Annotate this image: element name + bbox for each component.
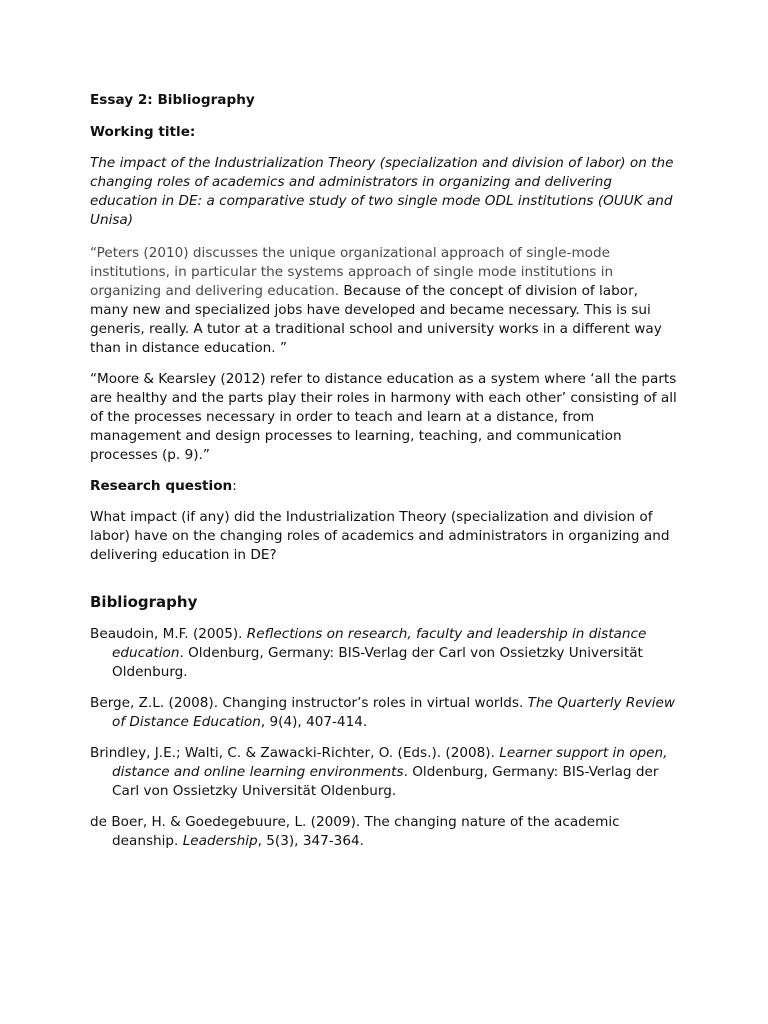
bib-entry-title: Learner support in open, distance and online learning environments xyxy=(112,745,668,780)
bib-entry-publisher: , 5(3), 347-364. xyxy=(257,833,364,849)
bib-entry-publisher: . Oldenburg, Germany: BIS-Verlag der Carl von Ossietzky Universität Oldenburg. xyxy=(112,764,659,799)
working-title-text: The impact of the Industrialization Theory (specialization and division of labor) on the changing roles of academics and administrators in organizing and delivering education in DE: a comparative study of two single mode ODL institutions (OUUK and Unisa) xyxy=(90,155,674,228)
bib-entry-title: The Quarterly Review of Distance Education xyxy=(112,695,676,730)
bib-entry-title: Reflections on research, faculty and leadership in distance education xyxy=(112,626,647,661)
essay-heading: Essay 2: Bibliography xyxy=(90,92,255,108)
bib-entry-authors: Berge, Z.L. (2008). Changing instructor’s roles in virtual worlds. xyxy=(90,695,528,711)
bib-entry-authors: de Boer, H. & Goedegebuure, L. (2009). The changing nature of the academic deanship. xyxy=(90,814,620,849)
peters-quote-part2: Because of the concept of division of labor, many new and specialized jobs have developed and became necessary. This is sui generis, really. A tutor at a traditional school and university works in a different way than in distance education. ” xyxy=(90,283,662,356)
research-question-heading xyxy=(90,477,680,496)
bibliography-entry xyxy=(90,813,680,851)
working-title-label: Working title: xyxy=(90,124,196,140)
bibliography-entry xyxy=(90,625,680,682)
moore-kearsley-quote: “Moore & Kearsley (2012) refer to distance education as a system where ‘all the parts are healthy and the parts play their roles in harmony with each other’ consisting of all of the processes necessary in order to teach and learn at a distance, from management and design processes to learning, teaching, and communication processes (p. 9).” xyxy=(90,371,677,463)
bibliography-entry xyxy=(90,744,680,801)
research-question-colon: : xyxy=(232,478,237,494)
bib-entry-publisher: , 9(4), 407-414. xyxy=(260,714,368,730)
bib-entry-publisher: . Oldenburg, Germany: BIS-Verlag der Carl von Ossietzky Universität Oldenburg. xyxy=(112,645,643,680)
bib-entry-title: Leadership xyxy=(182,833,258,849)
peters-quote xyxy=(90,244,680,358)
bib-entry-authors: Brindley, J.E.; Walti, C. & Zawacki-Richter, O. (Eds.). (2008). xyxy=(90,745,500,761)
bibliography-heading: Bibliography xyxy=(90,593,198,611)
bibliography-entry xyxy=(90,694,680,732)
research-question-text: What impact (if any) did the Industrialization Theory (specialization and division of labor) have on the changing roles of academics and administrators in organizing and delivering education in DE? xyxy=(90,509,670,563)
bib-entry-authors: Beaudoin, M.F. (2005). xyxy=(90,626,247,642)
research-question-label: Research question xyxy=(90,478,233,494)
peters-quote-part1: “Peters (2010) discusses the unique organizational approach of single-mode institutions, in particular the systems approach of single mode institutions in organizing and delivering education. xyxy=(90,245,614,299)
document-page xyxy=(90,90,680,863)
